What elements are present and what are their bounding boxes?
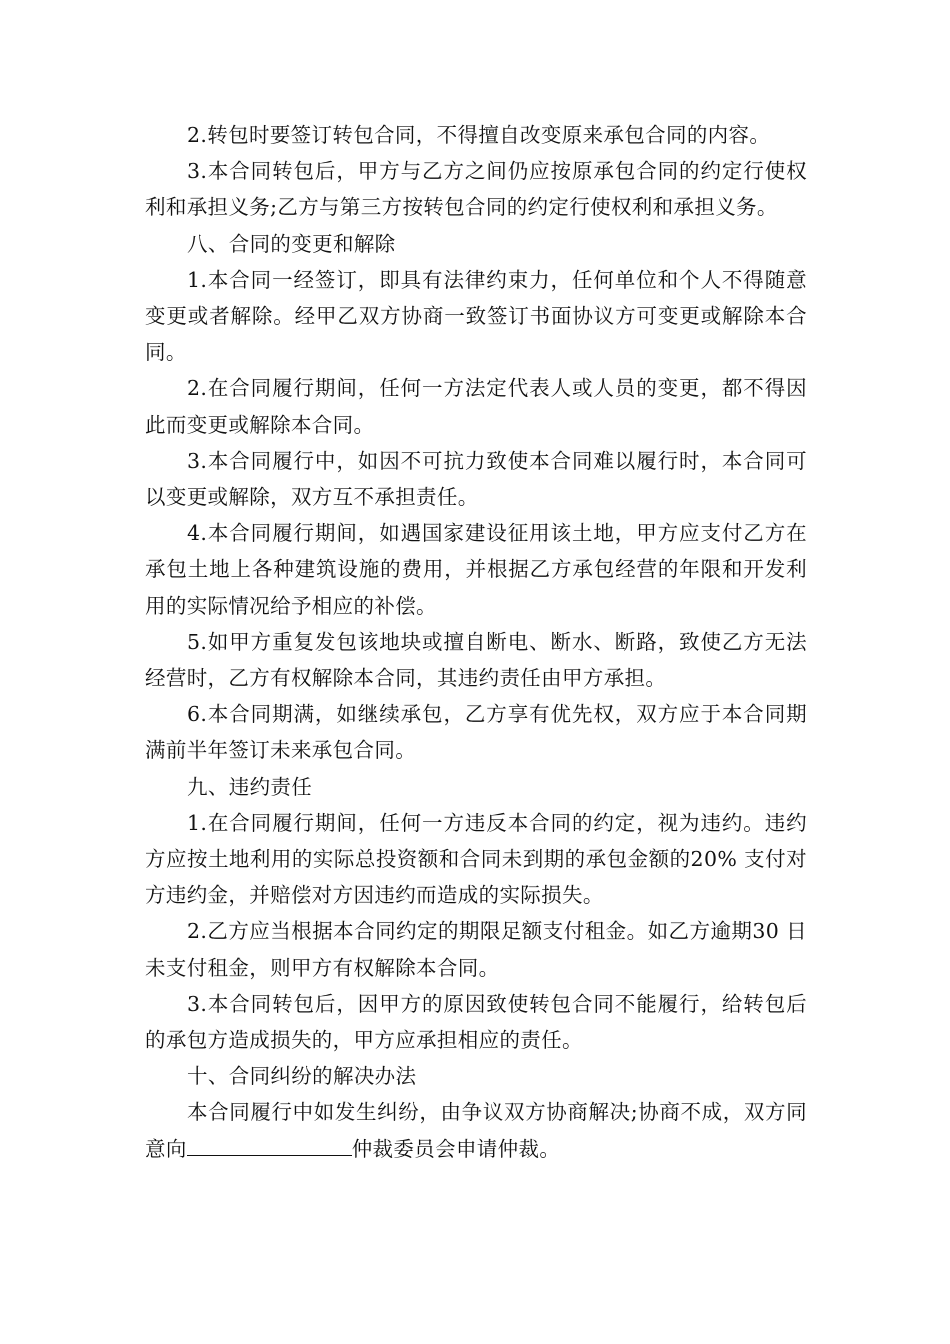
paragraph-contract-renewal: 6.本合同期满，如继续承包，乙方享有优先权，双方应于本合同期满前半年签订未来承包合同。 xyxy=(145,702,807,763)
paragraph-arbitration xyxy=(145,1094,807,1166)
paragraph-binding-force: 1.本合同一经签订，即具有法律约束力，任何单位和个人不得随意变更或者解除。经甲乙双方协商一致签订书面协议方可变更或解除本合同。 xyxy=(145,267,807,365)
paragraph-repeated-lease: 5.如甲方重复发包该地块或擅自断电、断水、断路，致使乙方无法经营时，乙方有权解除本合同，其违约责任由甲方承担。 xyxy=(145,629,807,691)
paragraph-land-requisition: 4.本合同履行期间，如遇国家建设征用该土地，甲方应支付乙方在承包土地上各种建筑设施的费用，并根据乙方承包经营的年限和开发利用的实际情况给予相应的补偿。 xyxy=(145,521,807,618)
paragraph-sublease-obligations: 3.本合同转包后，甲方与乙方之间仍应按原承包合同的约定行使权利和承担义务;乙方与第三方按转包合同的约定行使权利和承担义务。 xyxy=(145,159,807,220)
paragraph-force-majeure: 3.本合同履行中，如因不可抗力致使本合同难以履行时，本合同可以变更或解除，双方互不承担责任。 xyxy=(145,448,807,510)
section-heading-change-and-termination: 八、合同的变更和解除 xyxy=(187,231,396,256)
arbitration-text-after-blank: 仲裁委员会申请仲裁。 xyxy=(351,1136,561,1161)
paragraph-sublease-loss: 3.本合同转包后，因甲方的原因致使转包合同不能履行，给转包后的承包方造成损失的，甲方应承担相应的责任。 xyxy=(145,991,807,1053)
section-heading-liability: 九、违约责任 xyxy=(187,774,313,799)
paragraph-rent-payment: 2.乙方应当根据本合同约定的期限足额支付租金。如乙方逾期30 日未支付租金，则甲方有权解除本合同。 xyxy=(145,919,807,980)
document-body xyxy=(145,117,807,1167)
paragraph-breach-penalty: 1.在合同履行期间，任何一方违反本合同的约定，视为违约。违约方应按土地利用的实际总投资额和合同未到期的承包金额的20% 支付对方违约金，并赔偿对方因违约而造成的实际损失。 xyxy=(145,810,807,908)
arbitration-text-before-blank: 本合同履行中如发生纠纷，由争议双方协商解决;协商不成，双方同意向 xyxy=(145,1100,807,1161)
arbitration-committee-blank xyxy=(187,1135,352,1156)
paragraph-sublease-contract-rule: 2.转包时要签订转包合同，不得擅自改变原来承包合同的内容。 xyxy=(187,123,771,147)
section-heading-dispute-resolution: 十、合同纠纷的解决办法 xyxy=(187,1064,417,1089)
paragraph-representative-change: 2.在合同履行期间，任何一方法定代表人或人员的变更，都不得因此而变更或解除本合同。 xyxy=(145,376,807,437)
